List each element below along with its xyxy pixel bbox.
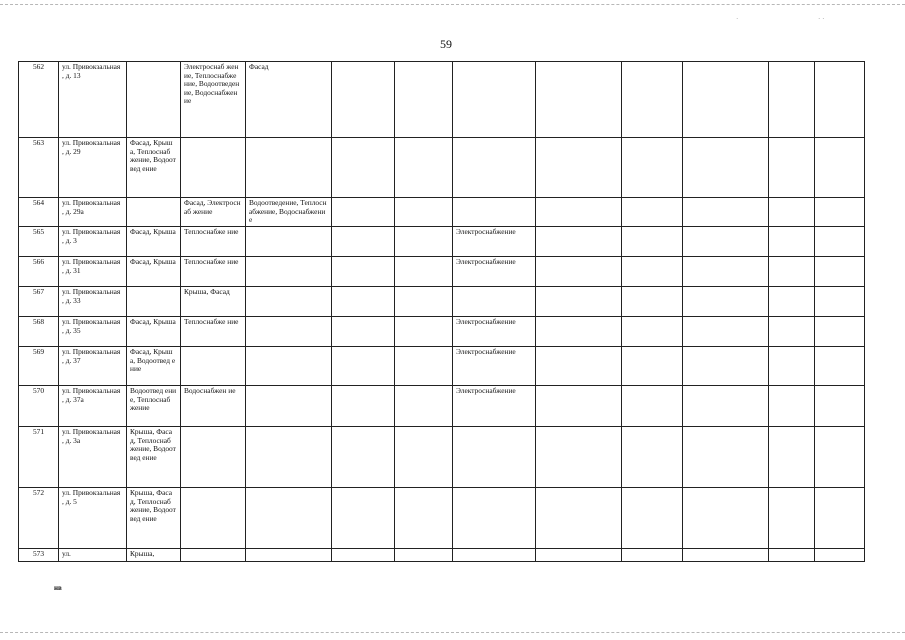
work-type-cell	[622, 549, 683, 562]
work-type-cell	[815, 488, 865, 549]
work-type-cell	[815, 198, 865, 227]
work-type-cell	[536, 386, 622, 427]
row-number-cell: 568	[19, 317, 59, 347]
table-row	[19, 317, 865, 347]
work-type-cell: Фасад, Крыша, Водоотвед ение	[127, 347, 181, 386]
work-type-cell	[332, 227, 395, 257]
work-type-cell	[395, 227, 453, 257]
work-type-cell	[683, 386, 769, 427]
work-type-cell: Электроснабжение	[453, 317, 536, 347]
work-type-cell	[332, 198, 395, 227]
work-type-cell	[622, 386, 683, 427]
work-type-cell: Электроснабжение	[453, 386, 536, 427]
work-type-cell	[815, 257, 865, 287]
address-cell: ул.	[59, 549, 127, 562]
work-type-cell	[246, 257, 332, 287]
work-type-cell	[683, 549, 769, 562]
work-type-cell	[453, 287, 536, 317]
work-type-cell: Крыша, Фасад, Теплоснаб жение, Водоотвед ение	[127, 427, 181, 488]
work-type-cell	[536, 488, 622, 549]
work-type-cell	[127, 198, 181, 227]
work-type-cell	[683, 257, 769, 287]
work-type-cell	[453, 488, 536, 549]
table-row	[19, 287, 865, 317]
row-number-cell: 573	[19, 549, 59, 562]
address-cell: ул. Привокзальная , д. 3	[59, 227, 127, 257]
work-type-cell	[246, 488, 332, 549]
work-type-cell	[395, 257, 453, 287]
work-type-cell	[332, 427, 395, 488]
address-cell: ул. Привокзальная , д. 37	[59, 347, 127, 386]
row-number-cell: 565	[19, 227, 59, 257]
work-type-cell	[815, 347, 865, 386]
scan-top-line	[0, 4, 905, 6]
work-type-cell	[536, 287, 622, 317]
work-type-cell	[127, 62, 181, 138]
work-type-cell: Водоснабжен ие	[181, 386, 246, 427]
work-type-cell	[127, 287, 181, 317]
work-type-cell	[395, 488, 453, 549]
work-type-cell	[453, 198, 536, 227]
work-type-cell	[181, 427, 246, 488]
work-type-cell	[536, 347, 622, 386]
work-type-cell	[181, 488, 246, 549]
work-type-cell	[453, 549, 536, 562]
work-type-cell: Электроснаб жение, Теплоснабже ние, Водоотведен ие, Водоснабжен ие	[181, 62, 246, 138]
work-type-cell	[246, 386, 332, 427]
work-type-cell: Электроснабжение	[453, 347, 536, 386]
work-type-cell	[453, 427, 536, 488]
work-type-cell	[332, 549, 395, 562]
work-type-cell	[769, 427, 815, 488]
work-type-cell: Фасад	[246, 62, 332, 138]
work-type-cell	[683, 227, 769, 257]
work-type-cell	[683, 198, 769, 227]
work-type-cell	[395, 138, 453, 198]
row-number-cell: 562	[19, 62, 59, 138]
address-cell: ул. Привокзальная , д. 29	[59, 138, 127, 198]
work-type-cell	[246, 138, 332, 198]
work-type-cell	[769, 549, 815, 562]
work-type-cell	[622, 227, 683, 257]
work-type-cell	[622, 427, 683, 488]
row-number-cell: 563	[19, 138, 59, 198]
work-type-cell	[622, 317, 683, 347]
row-number-cell: 569	[19, 347, 59, 386]
work-type-cell	[453, 62, 536, 138]
work-type-cell: Крыша, Фасад, Теплоснаб жение, Водоотвед ение	[127, 488, 181, 549]
work-type-cell	[683, 427, 769, 488]
work-type-cell	[536, 257, 622, 287]
address-cell: ул. Привокзальная , д. 13	[59, 62, 127, 138]
work-type-cell: Фасад, Электроснаб жение	[181, 198, 246, 227]
work-type-cell	[815, 138, 865, 198]
work-type-cell	[815, 549, 865, 562]
work-type-cell	[395, 198, 453, 227]
work-type-cell	[181, 549, 246, 562]
work-type-cell	[395, 549, 453, 562]
footer-mark: нв	[54, 584, 62, 592]
work-type-cell: Фасад, Крыша	[127, 317, 181, 347]
work-type-cell	[246, 347, 332, 386]
table-row	[19, 347, 865, 386]
address-cell: ул. Привокзальная , д. 35	[59, 317, 127, 347]
work-type-cell	[536, 62, 622, 138]
table-row	[19, 257, 865, 287]
work-type-cell	[683, 62, 769, 138]
work-type-cell: Водоотвед ение, Теплоснаб жение	[127, 386, 181, 427]
table-row	[19, 227, 865, 257]
work-type-cell	[246, 427, 332, 488]
work-type-cell	[246, 227, 332, 257]
row-number-cell: 571	[19, 427, 59, 488]
work-type-cell	[332, 287, 395, 317]
table-row	[19, 138, 865, 198]
row-number-cell: 567	[19, 287, 59, 317]
work-type-cell	[181, 138, 246, 198]
row-number-cell: 570	[19, 386, 59, 427]
repair-schedule-table	[18, 61, 865, 562]
work-type-cell	[622, 287, 683, 317]
work-type-cell	[536, 227, 622, 257]
table-row	[19, 62, 865, 138]
work-type-cell	[332, 488, 395, 549]
work-type-cell	[683, 317, 769, 347]
scan-bottom-line	[0, 632, 905, 634]
work-type-cell: Крыша, Фасад	[181, 287, 246, 317]
work-type-cell	[536, 138, 622, 198]
work-type-cell	[332, 257, 395, 287]
work-type-cell	[815, 386, 865, 427]
work-type-cell: Водоотведение, Теплоснабжение, Водоснабжение	[246, 198, 332, 227]
work-type-cell	[769, 386, 815, 427]
table-row	[19, 427, 865, 488]
address-cell: ул. Привокзальная , д. 37а	[59, 386, 127, 427]
scan-speck: · ·	[818, 15, 825, 23]
address-cell: ул. Привокзальная , д. 33	[59, 287, 127, 317]
work-type-cell	[395, 347, 453, 386]
address-cell: ул. Привокзальная , д. 3а	[59, 427, 127, 488]
table-body	[19, 62, 865, 562]
work-type-cell: Крыша,	[127, 549, 181, 562]
work-type-cell	[181, 347, 246, 386]
work-type-cell	[622, 62, 683, 138]
work-type-cell	[815, 62, 865, 138]
work-type-cell	[622, 138, 683, 198]
work-type-cell: Теплоснабже ние	[181, 227, 246, 257]
work-type-cell: Электроснабжение	[453, 257, 536, 287]
work-type-cell	[683, 138, 769, 198]
work-type-cell	[332, 347, 395, 386]
work-type-cell	[815, 287, 865, 317]
work-type-cell: Фасад, Крыша	[127, 257, 181, 287]
work-type-cell	[815, 427, 865, 488]
work-type-cell	[683, 488, 769, 549]
table-row	[19, 198, 865, 227]
work-type-cell	[395, 62, 453, 138]
work-type-cell	[769, 62, 815, 138]
row-number-cell: 566	[19, 257, 59, 287]
address-cell: ул. Привокзальная , д. 31	[59, 257, 127, 287]
work-type-cell	[622, 198, 683, 227]
work-type-cell	[332, 317, 395, 347]
work-type-cell	[536, 427, 622, 488]
work-type-cell	[815, 317, 865, 347]
work-type-cell	[453, 138, 536, 198]
scan-speck: ·	[736, 15, 739, 23]
table-row	[19, 488, 865, 549]
work-type-cell	[536, 198, 622, 227]
work-type-cell	[332, 386, 395, 427]
work-type-cell	[769, 138, 815, 198]
work-type-cell: Теплоснабже ние	[181, 257, 246, 287]
row-number-cell: 572	[19, 488, 59, 549]
work-type-cell	[769, 198, 815, 227]
work-type-cell: Теплоснабже ние	[181, 317, 246, 347]
work-type-cell	[622, 257, 683, 287]
work-type-cell	[395, 287, 453, 317]
work-type-cell	[769, 488, 815, 549]
work-type-cell	[395, 427, 453, 488]
work-type-cell	[683, 347, 769, 386]
table-row	[19, 549, 865, 562]
page-number: 59	[440, 37, 452, 51]
work-type-cell	[815, 227, 865, 257]
work-type-cell: Фасад, Крыша, Теплоснаб жение, Водоотвед ение	[127, 138, 181, 198]
address-cell: ул. Привокзальная , д. 5	[59, 488, 127, 549]
work-type-cell	[536, 549, 622, 562]
table-row	[19, 386, 865, 427]
work-type-cell	[246, 287, 332, 317]
work-type-cell	[622, 488, 683, 549]
work-type-cell: Электроснабжение	[453, 227, 536, 257]
row-number-cell: 564	[19, 198, 59, 227]
work-type-cell	[769, 287, 815, 317]
work-type-cell	[395, 386, 453, 427]
work-type-cell	[332, 62, 395, 138]
work-type-cell	[769, 317, 815, 347]
work-type-cell	[769, 257, 815, 287]
work-type-cell	[246, 317, 332, 347]
work-type-cell	[536, 317, 622, 347]
work-type-cell	[622, 347, 683, 386]
work-type-cell	[246, 549, 332, 562]
work-type-cell	[395, 317, 453, 347]
work-type-cell	[769, 347, 815, 386]
address-cell: ул. Привокзальная , д. 29а	[59, 198, 127, 227]
work-type-cell	[683, 287, 769, 317]
work-type-cell	[769, 227, 815, 257]
work-type-cell: Фасад, Крыша	[127, 227, 181, 257]
work-type-cell	[332, 138, 395, 198]
